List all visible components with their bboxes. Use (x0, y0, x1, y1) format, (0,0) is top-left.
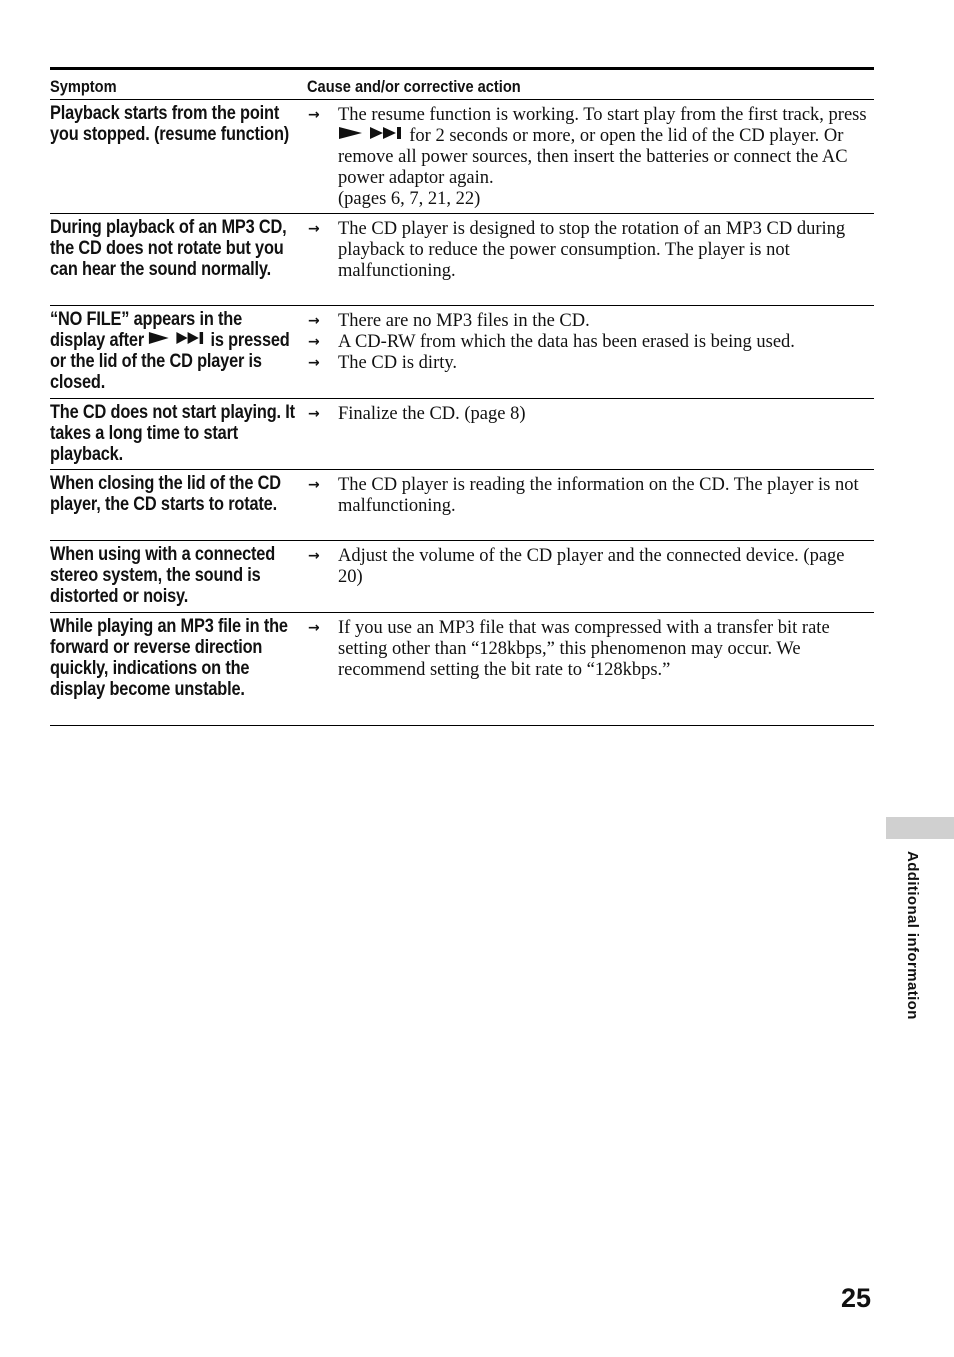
action-item: → A CD-RW from which the data has been erased is being used. (308, 332, 795, 352)
arrow-icon: → (308, 477, 320, 493)
table-row (50, 399, 874, 470)
table-row (50, 306, 874, 399)
table-row (50, 470, 874, 541)
page-number: 25 (840, 1283, 871, 1313)
symptom-cell: During playback of an MP3 CD, the CD does not rotate but you can hear the sound normally. (50, 217, 287, 280)
symptom-cell: While playing an MP3 file in the forward or reverse direction quickly, indications on the display become unstable. (50, 616, 288, 700)
action-item: → Finalize the CD. (page 8) (308, 404, 526, 424)
table-row (50, 541, 874, 613)
arrow-icon: → (308, 313, 320, 329)
arrow-icon: → (308, 221, 320, 237)
symptom-cell: Playback starts from the point you stopped. (resume function) (50, 103, 290, 145)
table-row (50, 613, 874, 726)
action-cell (307, 306, 874, 398)
action-item: → The CD player is reading the information on the CD. The player is not malfunctioning. (308, 475, 859, 516)
arrow-icon: → (308, 355, 320, 371)
table-header (50, 70, 874, 100)
action-cell (307, 541, 874, 612)
action-cell (307, 613, 874, 725)
arrow-icon: → (308, 107, 320, 123)
header-symptom: Symptom (50, 77, 117, 96)
action-item: → There are no MP3 files in the CD. (308, 311, 590, 331)
next-track-icon (175, 329, 206, 350)
arrow-icon: → (308, 406, 320, 422)
section-tab (886, 817, 954, 839)
arrow-icon: → (308, 334, 320, 350)
symptom-cell: When using with a connected stereo system, the sound is distorted or noisy. (50, 544, 276, 607)
play-triangle-icon (338, 125, 364, 146)
action-cell (307, 214, 874, 305)
next-track-icon (369, 125, 405, 146)
action-item: → If you use an MP3 file that was compressed with a transfer bit rate setting other than “128kbps,” this phenomenon may occur. We recommend setting the bit rate to “128kbps.” (308, 618, 830, 680)
action-cell (307, 470, 874, 540)
table-row (50, 100, 874, 214)
action-item: → The CD player is designed to stop the rotation of an MP3 CD during playback to reduce the power consumption. The player is not malfunctioning. (308, 219, 846, 281)
troubleshooting-table (50, 67, 874, 726)
header-cause: Cause and/or corrective action (307, 77, 521, 96)
symptom-cell: The CD does not start playing. It takes a long time to start playback. (50, 402, 295, 465)
action-item: → The CD is dirty. (308, 353, 458, 373)
action-cell (307, 399, 874, 469)
play-triangle-icon (148, 329, 170, 350)
symptom-cell: When closing the lid of the CD player, the CD starts to rotate. (50, 473, 281, 515)
action-item: → The resume function is working. To start play from the first track, press for 2 seconds or more, or open the lid of the CD player. Or remove all power sources, then insert the batteries or connect the AC power adaptor again. (pages 6, 7, 21, 22) (308, 105, 867, 210)
symptom-cell: “NO FILE” appears in the display after is pressed or the lid of the CD player is closed. (50, 309, 290, 394)
arrow-icon: → (308, 548, 320, 564)
action-item: → Adjust the volume of the CD player and the connected device. (page 20) (308, 546, 845, 587)
arrow-icon: → (308, 620, 320, 636)
table-row (50, 214, 874, 306)
section-label: Additional information (904, 851, 921, 1020)
action-cell (307, 100, 874, 213)
